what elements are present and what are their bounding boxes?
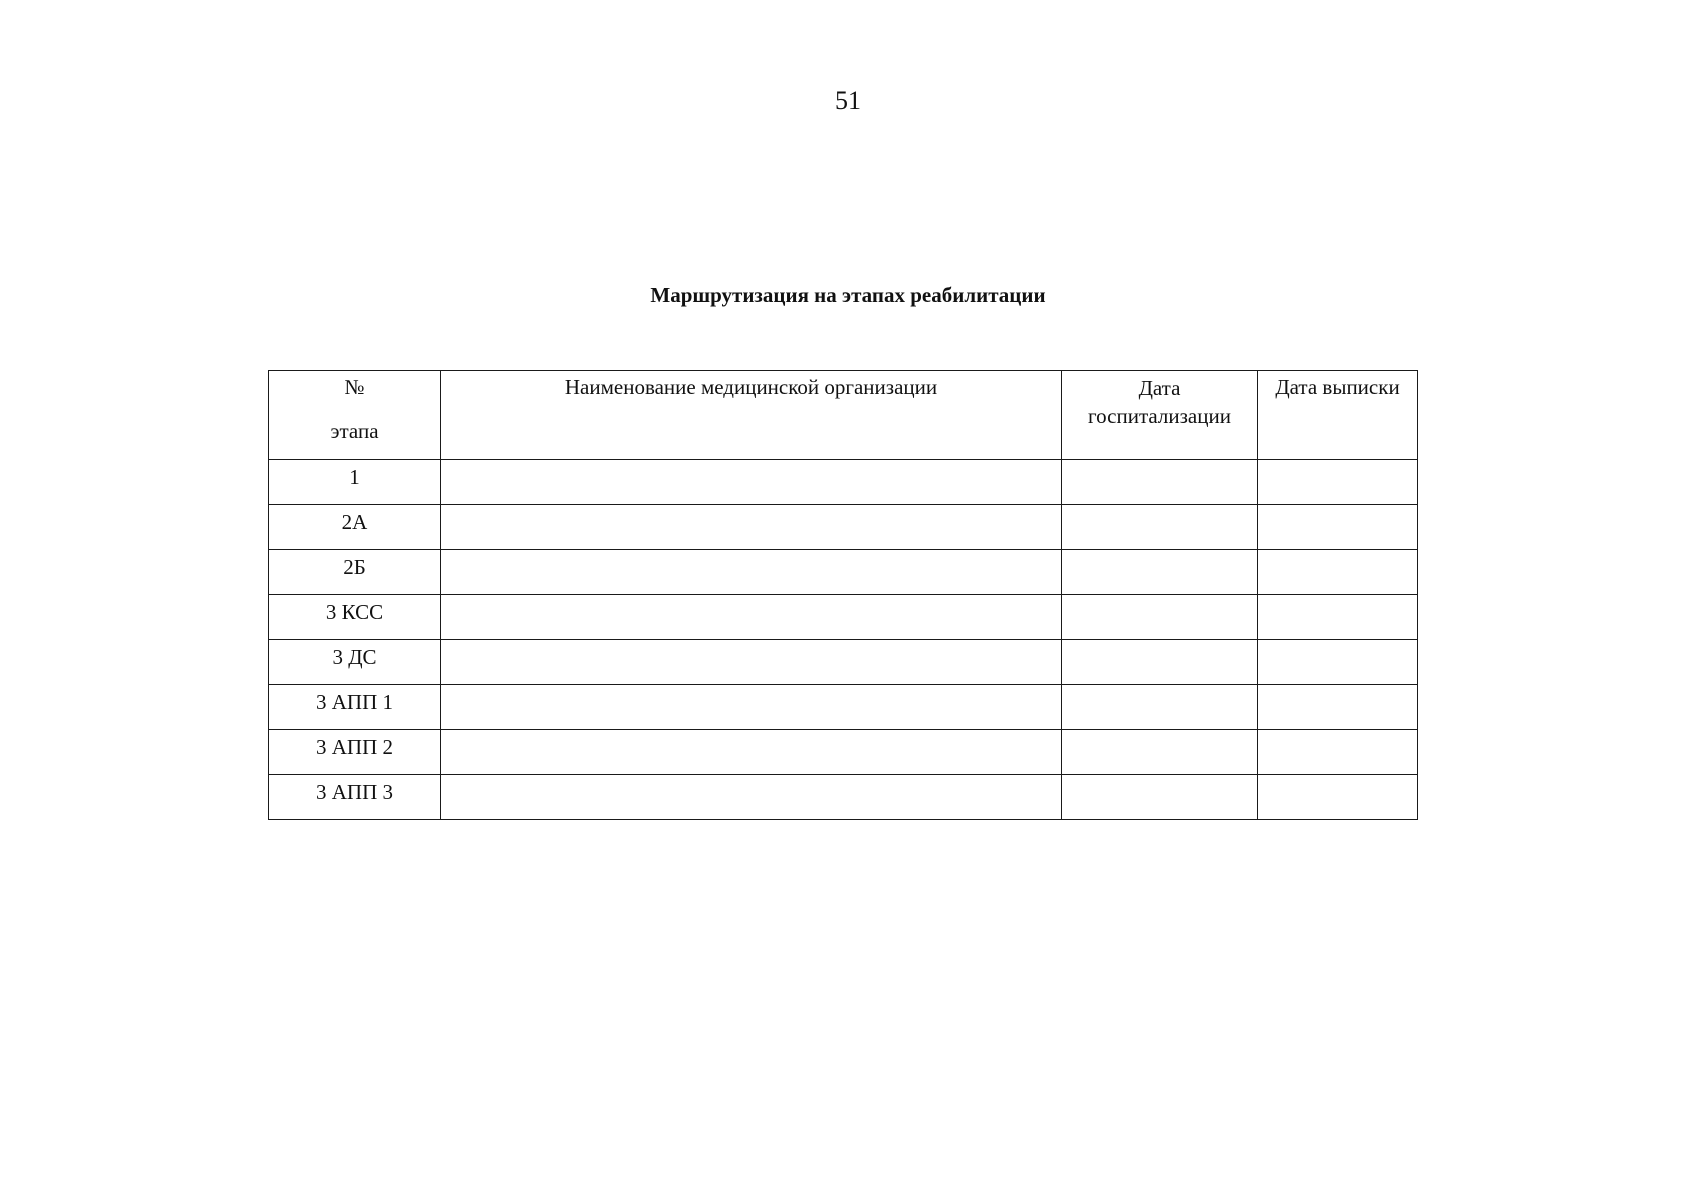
admission-date-cell [1062,775,1258,820]
organization-cell [441,460,1062,505]
admission-date-cell [1062,640,1258,685]
table-row [269,550,1418,595]
organization-cell [441,685,1062,730]
discharge-date-cell [1258,550,1418,595]
organization-cell [441,505,1062,550]
discharge-date-cell [1258,730,1418,775]
table-row [269,640,1418,685]
page-number: 51 [835,86,861,115]
stage-cell: 3 АПП 3 [269,775,441,820]
admission-date-cell [1062,595,1258,640]
header-number-sign: № [344,375,365,399]
header-admission-date [1062,371,1258,460]
discharge-date-cell [1258,505,1418,550]
rehabilitation-routing-table [268,370,1418,820]
table-row [269,685,1418,730]
header-organization: Наименование медицинской организации [441,371,1062,460]
table-row [269,595,1418,640]
admission-date-cell [1062,730,1258,775]
stage-cell: 3 ДС [269,640,441,685]
table-row [269,460,1418,505]
table-row [269,730,1418,775]
stage-cell: 3 КСС [269,595,441,640]
stage-cell: 2Б [269,550,441,595]
document-title: Маршрутизация на этапах реабилитации [650,283,1046,307]
organization-cell [441,550,1062,595]
organization-cell [441,595,1062,640]
admission-date-cell [1062,460,1258,505]
table-row [269,775,1418,820]
header-discharge-date: Дата выписки [1258,371,1418,460]
admission-date-cell [1062,505,1258,550]
table-header-row [269,371,1418,460]
admission-date-cell [1062,550,1258,595]
organization-cell [441,730,1062,775]
organization-cell [441,775,1062,820]
admission-date-cell [1062,685,1258,730]
discharge-date-cell [1258,775,1418,820]
stage-cell: 3 АПП 1 [269,685,441,730]
discharge-date-cell [1258,595,1418,640]
discharge-date-cell [1258,640,1418,685]
header-stage-word: этапа [330,419,379,443]
header-admission-line1: Дата [1138,376,1181,400]
stage-cell: 1 [269,460,441,505]
discharge-date-cell [1258,685,1418,730]
discharge-date-cell [1258,460,1418,505]
organization-cell [441,640,1062,685]
table-row [269,505,1418,550]
header-stage-number [269,371,441,460]
header-admission-line2: госпитализации [1088,404,1231,428]
stage-cell: 2А [269,505,441,550]
stage-cell: 3 АПП 2 [269,730,441,775]
